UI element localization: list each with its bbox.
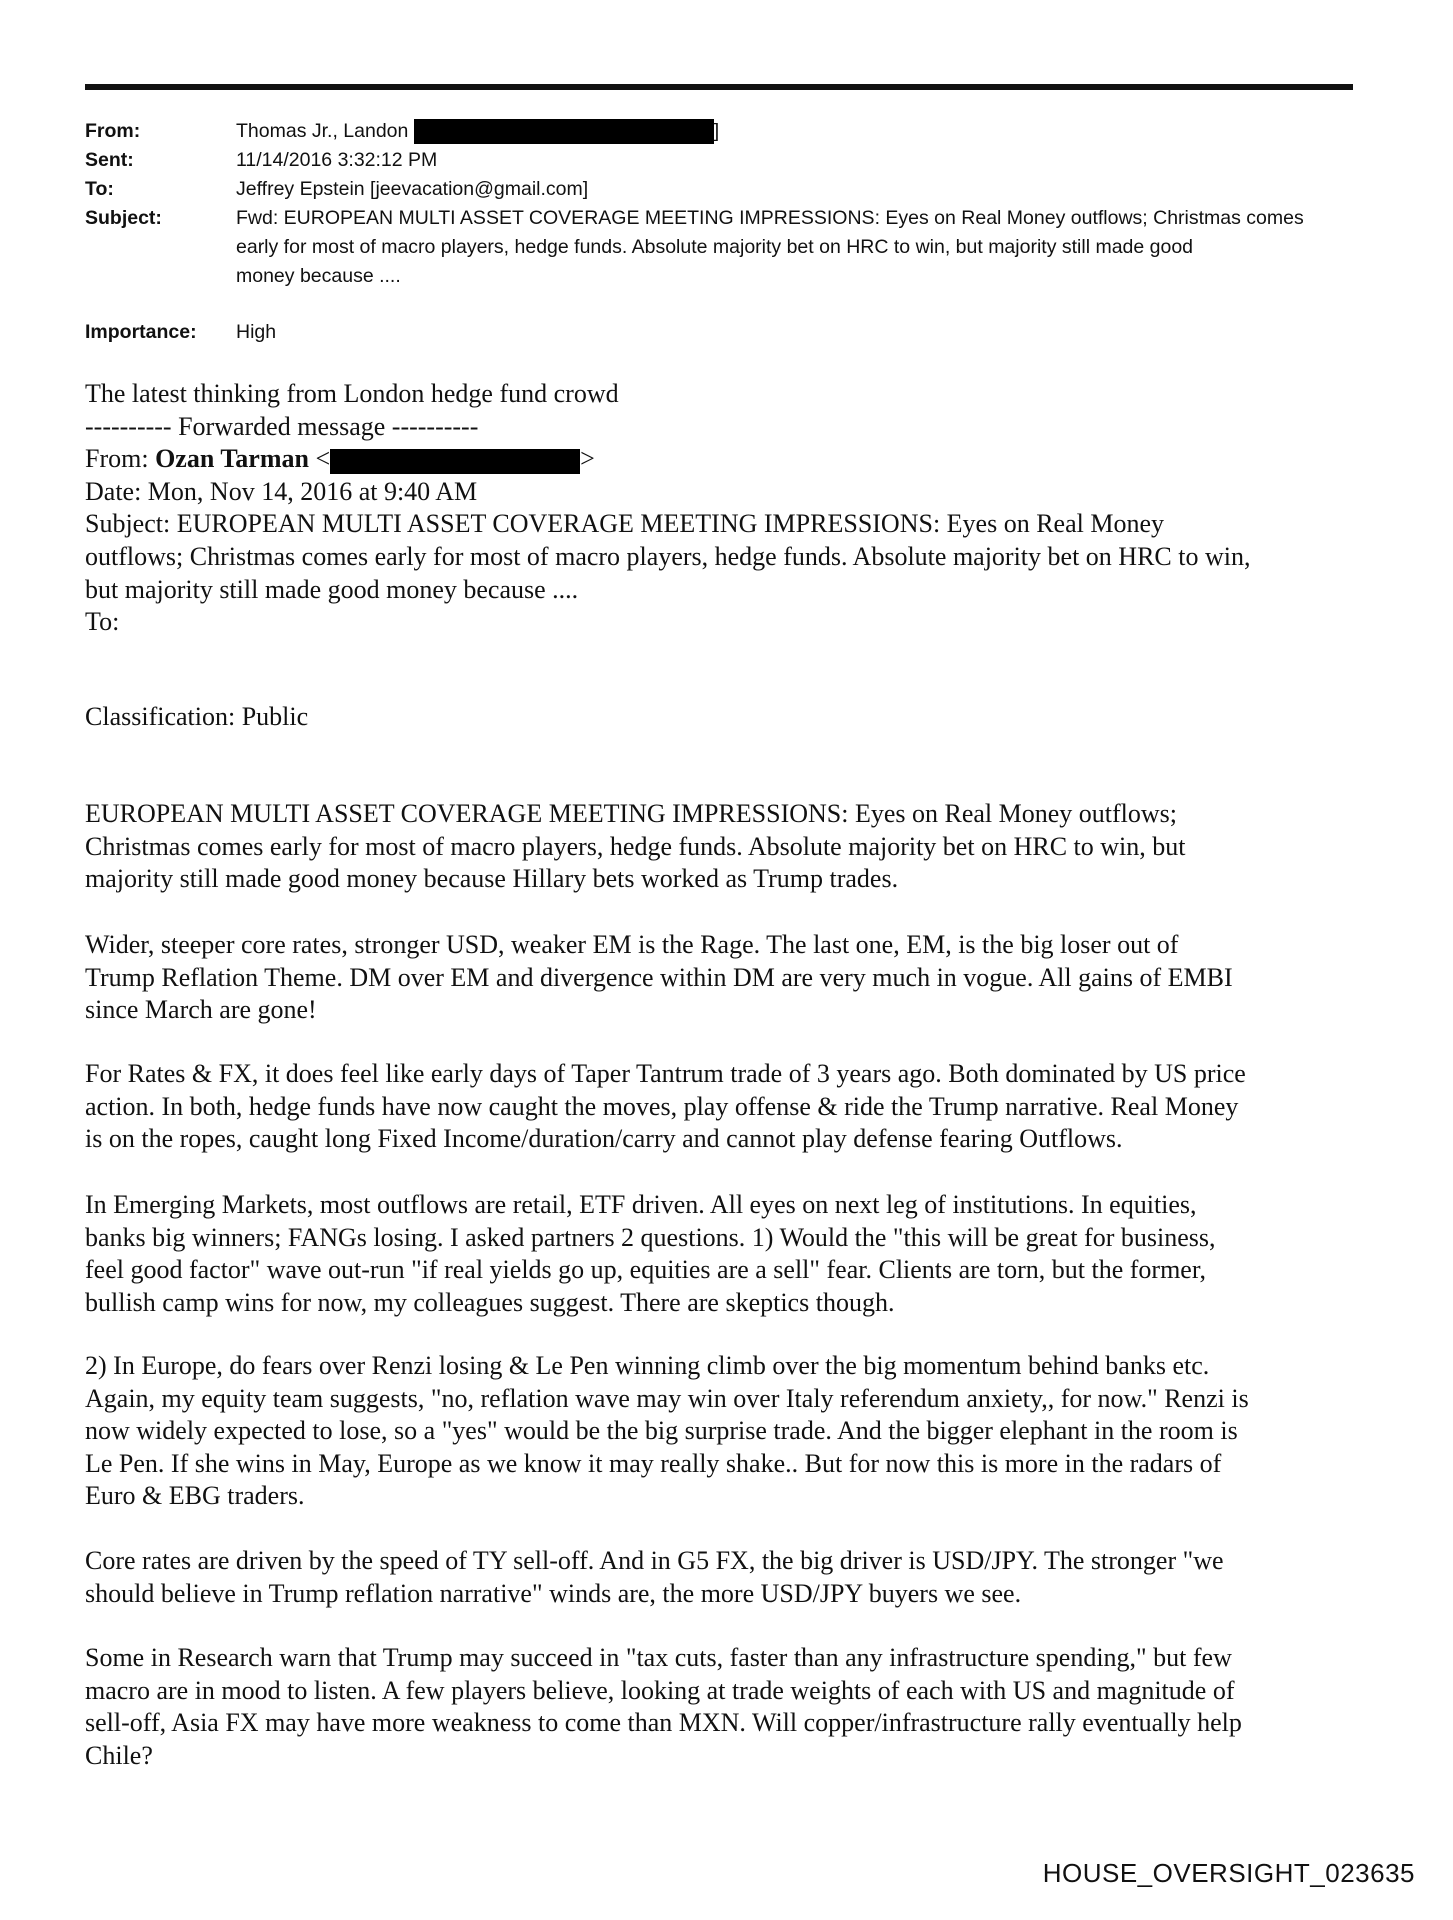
importance-value: High bbox=[236, 321, 277, 343]
paragraph-line: action. In both, hedge funds have now caught the moves, play offense & ride the Trump narrative. Real Money bbox=[85, 1091, 1239, 1121]
from-bracket: ] bbox=[713, 120, 720, 142]
subject-label: Subject: bbox=[85, 207, 162, 229]
paragraph-line: EUROPEAN MULTI ASSET COVERAGE MEETING IMPRESSIONS: Eyes on Real Money outflows; bbox=[85, 799, 1178, 828]
paragraph-line: feel good factor" wave out-run "if real yields go up, equities are a sell" fear. Clients are torn, but the former, bbox=[85, 1255, 1206, 1285]
from-value: Thomas Jr., Landon bbox=[236, 120, 409, 142]
paragraph-line: now widely expected to lose, so a "yes" would be the big surprise trade. And the bigger elephant in the room is bbox=[85, 1416, 1238, 1446]
forward-from: From: Ozan Tarman < > bbox=[85, 444, 595, 474]
paragraph-line: banks big winners; FANGs losing. I asked partners 2 questions. 1) Would the "this will be great for business, bbox=[85, 1222, 1216, 1252]
paragraph-line: macro are in mood to listen. A few players believe, looking at trade weights of each with US and magnitude of bbox=[85, 1675, 1235, 1705]
paragraph-line: should believe in Trump reflation narrative" winds are, the more USD/JPY buyers we see. bbox=[85, 1578, 1022, 1608]
forward-from-name: Ozan Tarman bbox=[155, 444, 309, 474]
paragraph-line: Trump Reflation Theme. DM over EM and divergence within DM are very much in vogue. All gains of EMBI bbox=[85, 962, 1233, 992]
header-rule bbox=[85, 84, 1353, 90]
forward-subject-line: Subject: EUROPEAN MULTI ASSET COVERAGE MEETING IMPRESSIONS: Eyes on Real Money bbox=[85, 509, 1165, 539]
paragraph-line: majority still made good money because Hillary bets worked as Trump trades. bbox=[85, 864, 899, 894]
forwarded-block bbox=[85, 378, 1250, 639]
paragraph-line: Wider, steeper core rates, stronger USD, weaker EM is the Rage. The last one, EM, is the big loser out of bbox=[85, 930, 1179, 959]
paragraph-line: In Emerging Markets, most outflows are retail, ETF driven. All eyes on next leg of institutions. In equities, bbox=[85, 1190, 1197, 1219]
redaction-box bbox=[414, 119, 714, 144]
paragraph-line: sell-off, Asia FX may have more weakness to come than MXN. Will copper/infrastructure rally eventually help bbox=[85, 1708, 1242, 1738]
body-paragraph bbox=[85, 1189, 1215, 1319]
intro-line: The latest thinking from London hedge fund crowd bbox=[85, 379, 619, 408]
forward-subject-line: but majority still made good money because .... bbox=[85, 574, 579, 604]
forward-to: To: bbox=[85, 607, 120, 637]
body-paragraph bbox=[85, 1350, 1249, 1513]
subject-line: money because .... bbox=[236, 265, 401, 287]
sent-label: Sent: bbox=[85, 149, 134, 171]
subject-line: early for most of macro players, hedge funds. Absolute majority bet on HRC to win, but majority still made good bbox=[236, 236, 1194, 258]
body-paragraph bbox=[85, 798, 1185, 896]
from-label: From: bbox=[85, 120, 141, 142]
paragraph-line: since March are gone! bbox=[85, 995, 317, 1025]
paragraph-line: Euro & EBG traders. bbox=[85, 1481, 305, 1511]
subject-line: Fwd: EUROPEAN MULTI ASSET COVERAGE MEETING IMPRESSIONS: Eyes on Real Money outflows; Christmas comes bbox=[236, 207, 1304, 229]
paragraph-line: Le Pen. If she wins in May, Europe as we know it may really shake.. But for now this is more in the radars of bbox=[85, 1448, 1222, 1478]
paragraph-line: Chile? bbox=[85, 1740, 153, 1770]
paragraph-line: Christmas comes early for most of macro players, hedge funds. Absolute majority bet on HRC to win, but bbox=[85, 831, 1186, 861]
body-paragraph bbox=[85, 1642, 1242, 1772]
paragraph-line: 2) In Europe, do fears over Renzi losing & Le Pen winning climb over the big momentum behind banks etc. bbox=[85, 1351, 1210, 1380]
paragraph-line: Core rates are driven by the speed of TY sell-off. And in G5 FX, the big driver is USD/JPY. The stronger "we bbox=[85, 1546, 1224, 1575]
body-paragraph bbox=[85, 1545, 1224, 1610]
sent-value: 11/14/2016 3:32:12 PM bbox=[236, 149, 438, 171]
redaction-box bbox=[330, 449, 580, 474]
forward-subject-line: outflows; Christmas comes early for most of macro players, hedge funds. Absolute majority bet on HRC to win, bbox=[85, 541, 1251, 571]
forward-separator: ---------- Forwarded message ---------- bbox=[85, 411, 479, 441]
paragraph-line: is on the ropes, caught long Fixed Income/duration/carry and cannot play defense fearing Outflows. bbox=[85, 1124, 1123, 1154]
body-paragraph bbox=[85, 1058, 1246, 1156]
paragraph-line: For Rates & FX, it does feel like early days of Taper Tantrum trade of 3 years ago. Both dominated by US price bbox=[85, 1059, 1246, 1088]
to-label: To: bbox=[85, 178, 114, 200]
paragraph-line: bullish camp wins for now, my colleagues suggest. There are skeptics though. bbox=[85, 1287, 895, 1317]
body-paragraph bbox=[85, 929, 1233, 1027]
to-value: Jeffrey Epstein [jeevacation@gmail.com] bbox=[236, 178, 589, 200]
paragraph-line: Some in Research warn that Trump may succeed in "tax cuts, faster than any infrastructure spending," but few bbox=[85, 1643, 1232, 1672]
classification: Classification: Public bbox=[85, 702, 309, 731]
paragraph-line: Again, my equity team suggests, "no, reflation wave may win over Italy referendum anxiety,, for now." Renzi is bbox=[85, 1383, 1249, 1413]
forward-date: Date: Mon, Nov 14, 2016 at 9:40 AM bbox=[85, 476, 478, 506]
importance-label: Importance: bbox=[85, 321, 197, 343]
bates-number: HOUSE_OVERSIGHT_023635 bbox=[1042, 1858, 1415, 1888]
